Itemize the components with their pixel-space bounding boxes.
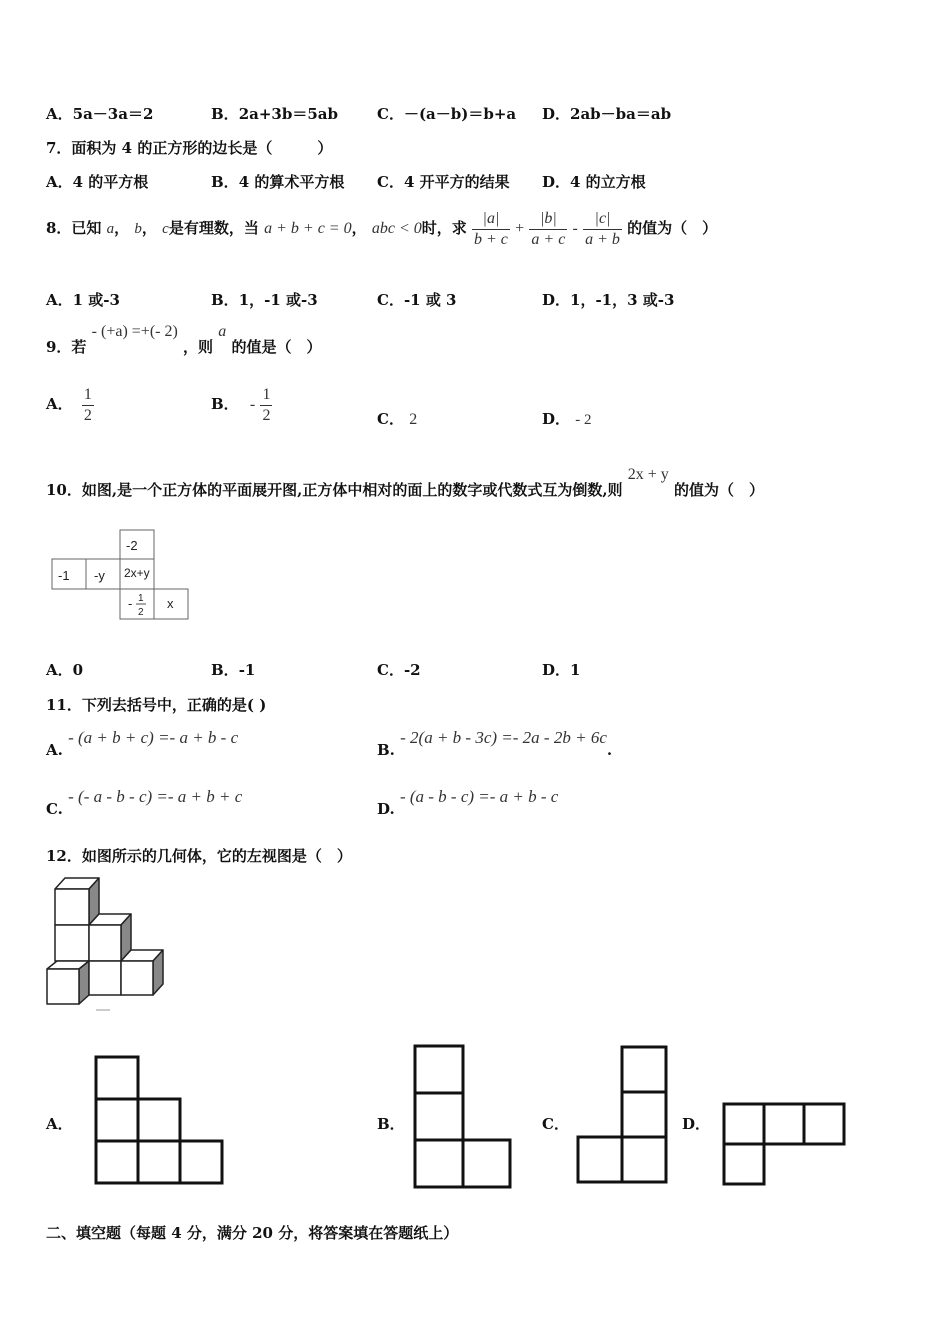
q8-option-c: C．-1 或 3	[377, 291, 457, 309]
q12-option-b-figure	[415, 1046, 510, 1187]
q9-option-a: A． $\frac{1}{2}$	[46, 385, 92, 424]
q10-option-c: C．-2	[377, 661, 421, 679]
q10-option-d: D．1	[542, 661, 581, 679]
q9-option-d: D． - 2	[542, 410, 592, 428]
q12-option-a-figure	[96, 1057, 222, 1183]
q8-fraction-2: $\frac{|b|}{a + c}$	[531, 209, 566, 248]
q11-option-d: D. - (a - b - c) =- a + b - c	[377, 787, 559, 818]
q11-option-a: A. - (a + b + c) =- a + b - c	[46, 728, 239, 759]
q12-stem: 12．如图所示的几何体，它的左视图是（ ）	[46, 847, 352, 865]
q12-option-b-label: B．	[377, 1115, 405, 1133]
q10-option-b: B．-1	[211, 661, 256, 679]
q8-option-d: D．1，-1，3 或-3	[542, 291, 675, 309]
q8-option-b: B．1，-1 或-3	[211, 291, 318, 309]
q12-option-d-label: D．	[682, 1115, 711, 1133]
q7-stem: 7．面积为 4 的正方形的边长是（ ）	[46, 139, 333, 157]
q8-stem: 8．已知 a， b， c是有理数，当 a + b + c = 0， abc < 0时，求 $\frac{|a|}{b + c}$ + $\frac{|b|}{a + c}$ - $\frac{|c|}{a + b}$ 的值为（ ）	[46, 209, 718, 248]
q6-option-d: D．2ab－ba＝ab	[542, 105, 672, 123]
q11-stem: 11．下列去括号中，正确的是( )	[46, 696, 267, 714]
q11-option-c: C. - (- a - b - c) =- a + b + c	[46, 787, 243, 818]
net-label-frac-den: 2	[138, 607, 144, 618]
net-label-row-2: -y	[94, 568, 105, 583]
q10-stem: 10．如图,是一个正方体的平面展开图,正方体中相对的面上的数字或代数式互为倒数,则 2x + y 的值为（ ）	[46, 466, 765, 499]
q9-option-b: B． - $\frac{1}{2}$	[211, 385, 271, 424]
q6-option-b: B．2a+3b＝5ab	[211, 105, 338, 123]
q8-fraction-3: $\frac{|c|}{a + b}$	[585, 209, 620, 248]
q11-option-b: B. - 2(a + b - 3c) =- 2a - 2b + 6c.	[377, 728, 613, 759]
q8-option-a: A．1 或-3	[46, 291, 120, 309]
net-label-frac-sign: -	[128, 596, 133, 611]
q10-option-a: A．0	[46, 661, 84, 679]
q7-option-a: A．4 的平方根	[46, 173, 149, 191]
net-label-row-3: 2x+y	[124, 566, 150, 580]
q8-fraction-1: $\frac{|a|}{b + c}$	[474, 209, 508, 248]
q6-option-c: C．－(a－b)＝b+a	[377, 105, 517, 123]
q9-stem: 9．若 - (+a) =+(- 2) ，则 a 的值是（ ）	[46, 323, 322, 356]
q7-option-b: B．4 的算术平方根	[211, 173, 345, 191]
net-label-top: -2	[126, 538, 138, 553]
q12-option-d-figure	[724, 1104, 844, 1184]
net-label-bottom-right: x	[167, 596, 174, 611]
q6-option-a: A．5a－3a＝2	[46, 105, 154, 123]
q7-option-c: C．4 开平方的结果	[377, 173, 510, 191]
net-label-row-1: -1	[58, 568, 70, 583]
q12-option-c-label: C．	[542, 1115, 569, 1133]
q12-option-c-figure	[578, 1047, 666, 1182]
section-2-title: 二、填空题（每题 4 分，满分 20 分，将答案填在答题纸上）	[46, 1224, 459, 1242]
q9-option-c: C． 2	[377, 410, 418, 428]
net-label-frac-num: 1	[138, 593, 144, 604]
q12-option-a-label: A．	[46, 1115, 73, 1133]
q7-option-d: D．4 的立方根	[542, 173, 646, 191]
